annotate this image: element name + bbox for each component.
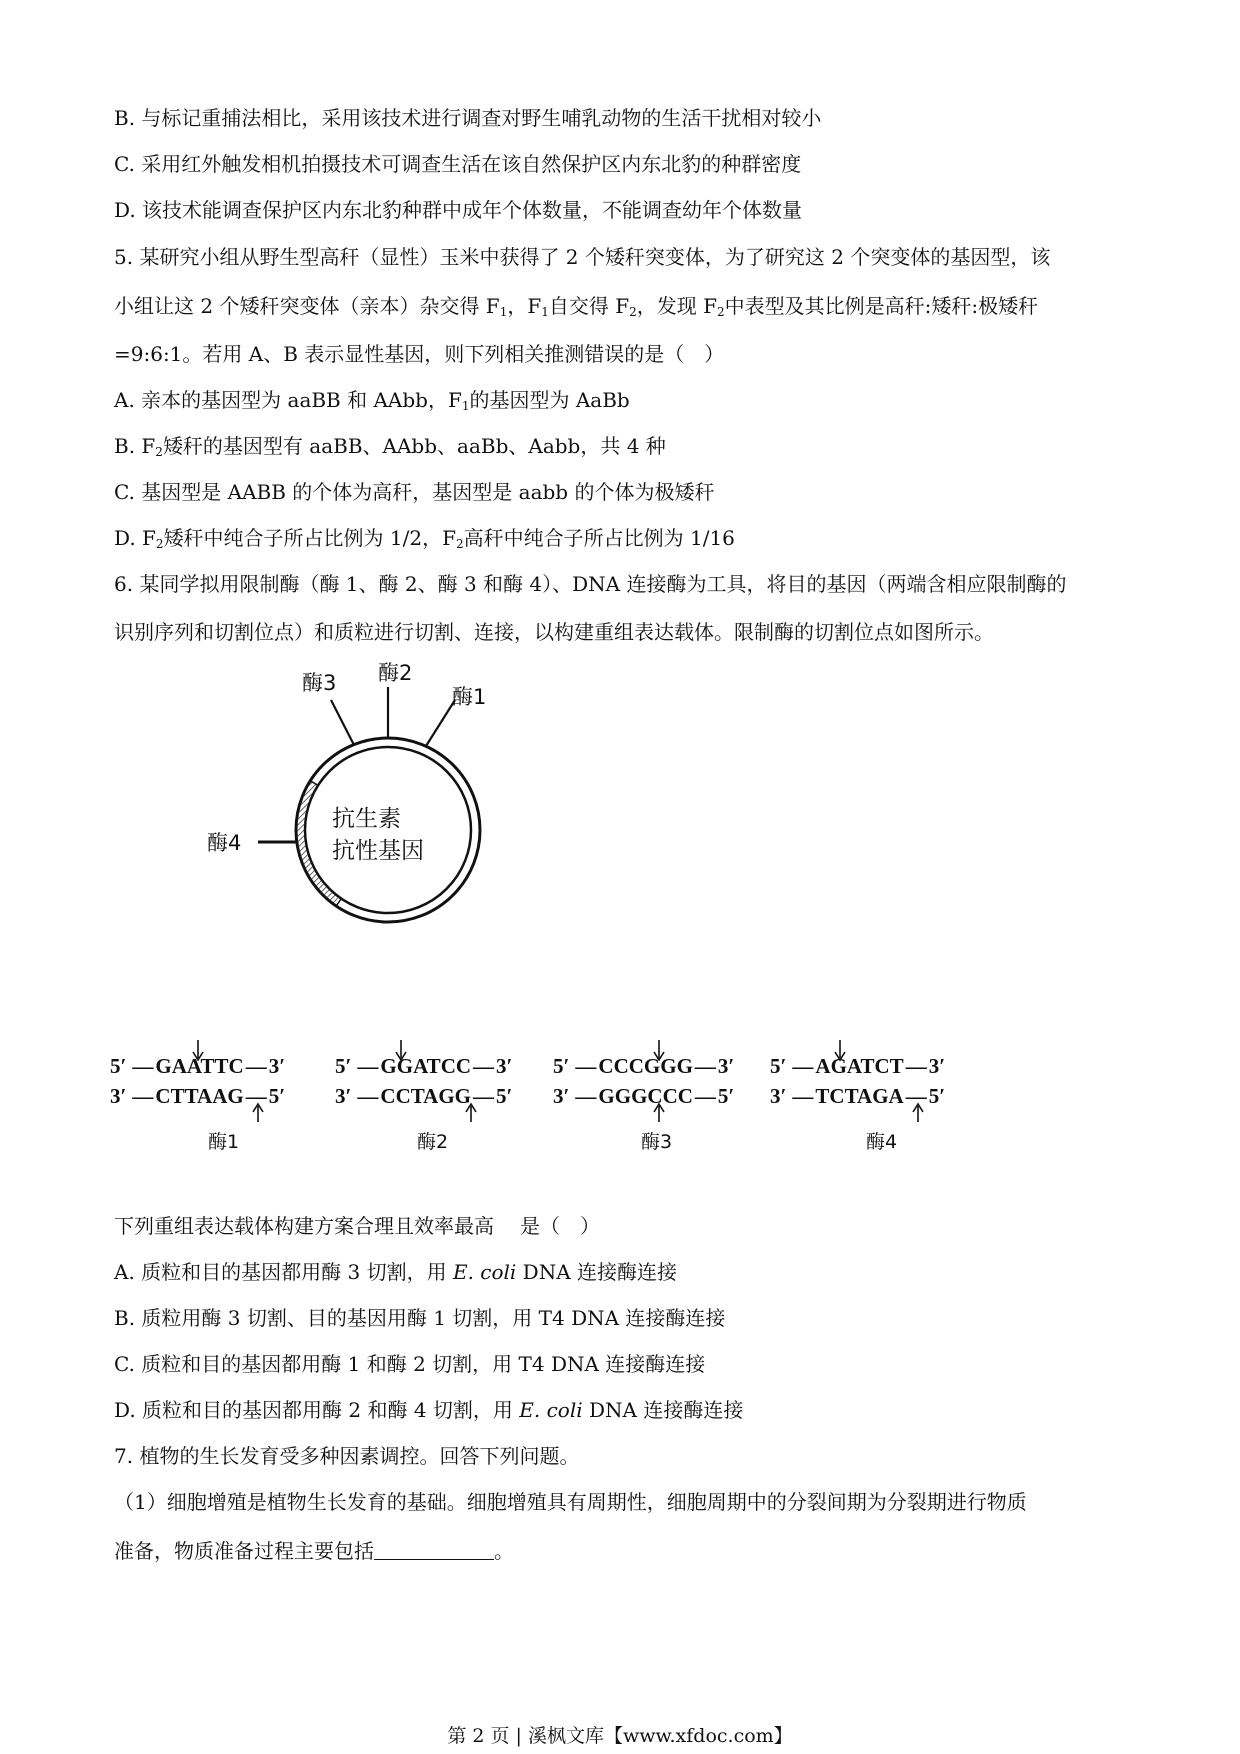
- site-label-enzyme1: 酶1: [208, 1131, 240, 1153]
- svg-text:5′—GAATTC—3′: 5′ —GAATTC—3′: [110, 1054, 286, 1078]
- site-enzyme3: [553, 1040, 734, 1153]
- q6-option-d: D. 质粒和目的基因都用酶 2 和酶 4 切割，用 E. coli DNA 连接酶连接: [114, 1398, 744, 1422]
- svg-text:5′—GGATCC—3′: 5′ —GGATCC—3′: [335, 1054, 513, 1078]
- site-enzyme4: [770, 1040, 945, 1153]
- q6-stem-line1: 6. 某同学拟用限制酶（酶 1、酶 2、酶 3 和酶 4）、DNA 连接酶为工具，将目的基因（两端含相应限制酶的: [114, 572, 1067, 596]
- plasmid-label-enzyme3: 酶3: [302, 671, 337, 695]
- site-enzyme2: [335, 1040, 512, 1153]
- q5-stem-line1: 5. 某研究小组从野生型高秆（显性）玉米中获得了 2 个矮秆突变体，为了研究这 2 个突变体的基因型，该: [114, 245, 1051, 269]
- q7-stem: 7. 植物的生长发育受多种因素调控。回答下列问题。: [114, 1444, 580, 1468]
- svg-text:3′—CTTAAG—5′: 3′ —CTTAAG—5′: [110, 1084, 286, 1108]
- restriction-sites-figure: [110, 1030, 980, 1160]
- q5-option-b: B. $F_2$矮秆的基因型有 aaBB、AAbb、aaBb、Aabb，共 4 种: [114, 434, 666, 459]
- svg-text:5′—AGATCT—3′: 5′ —AGATCT—3′: [770, 1054, 946, 1078]
- q5-option-a: A. 亲本的基因型为 aaBB 和 AAbb，$F_1$的基因型为 AaBb: [114, 388, 630, 413]
- q5-option-d: D. $F_2$矮秆中纯合子所占比例为 1/2，$F_2$高秆中纯合子所占比例为 1/16: [114, 526, 735, 551]
- q6-option-c: C. 质粒和目的基因都用酶 1 和酶 2 切割，用 T4 DNA 连接酶连接: [114, 1352, 706, 1376]
- q6-question: 下列重组表达载体构建方案合理且效率最高 是（ ）: [114, 1214, 600, 1238]
- enzyme3-site-line: [331, 700, 354, 745]
- answer-blank[interactable]: [374, 1539, 494, 1560]
- plasmid-label-enzyme4: 酶4: [207, 831, 242, 855]
- q4-option-c: C. 采用红外触发相机拍摄技术可调查生活在该自然保护区内东北豹的种群密度: [114, 152, 802, 176]
- q6-option-b: B. 质粒用酶 3 切割、目的基因用酶 1 切割，用 T4 DNA 连接酶连接: [114, 1306, 726, 1330]
- svg-text:3′—CCTAGG—5′: 3′ —CCTAGG—5′: [335, 1084, 513, 1108]
- gene-label-line2: 抗性基因: [332, 838, 424, 864]
- q5-stem-line2: 小组让这 2 个矮秆突变体（亲本）杂交得 $F_1$，$F_1$自交得 $F_2$，发现 $F_2$中表型及其比例是高秆:矮秆:极矮秆: [114, 294, 1039, 319]
- svg-text:3′—TCTAGA—5′: 3′ —TCTAGA—5′: [770, 1084, 946, 1108]
- site-label-enzyme4: 酶4: [866, 1131, 898, 1153]
- site-label-enzyme3: 酶3: [641, 1131, 673, 1153]
- q5-option-c: C. 基因型是 AABB 的个体为高秆，基因型是 aabb 的个体为极矮秆: [114, 480, 715, 504]
- q7-part1-line1: （1）细胞增殖是植物生长发育的基础。细胞增殖具有周期性，细胞周期中的分裂间期为分裂期进行物质: [114, 1490, 1027, 1514]
- q5-stem-line3: =9:6:1。若用 A、B 表示显性基因，则下列相关推测错误的是（ ）: [114, 342, 725, 366]
- plasmid-label-enzyme1: 酶1: [452, 685, 487, 709]
- q7-part1-line2: 准备，物质准备过程主要包括 。: [114, 1539, 514, 1563]
- enzyme1-site-line: [426, 700, 455, 746]
- q4-option-b: B. 与标记重捕法相比，采用该技术进行调查对野生哺乳动物的生活干扰相对较小: [114, 106, 822, 130]
- q6-stem-line2: 识别序列和切割位点）和质粒进行切割、连接，以构建重组表达载体。限制酶的切割位点如图所示。: [114, 620, 994, 644]
- svg-text:5′—CCCGGG—3′: 5′ —CCCGGG—3′: [553, 1054, 735, 1078]
- plasmid-diagram: [190, 655, 530, 945]
- site-enzyme1: [110, 1040, 285, 1153]
- svg-text:3′—GGGCCC—5′: 3′ —GGGCCC—5′: [553, 1084, 735, 1108]
- q4-option-d: D. 该技术能调查保护区内东北豹种群中成年个体数量，不能调查幼年个体数量: [114, 198, 803, 222]
- plasmid-label-enzyme2: 酶2: [378, 661, 413, 685]
- page-footer: 第 2 页 | 溪枫文库【www.xfdoc.com】: [447, 1725, 793, 1747]
- site-label-enzyme2: 酶2: [417, 1131, 449, 1153]
- gene-label-line1: 抗生素: [332, 806, 401, 832]
- q6-option-a: A. 质粒和目的基因都用酶 3 切割，用 E. coli DNA 连接酶连接: [114, 1260, 678, 1284]
